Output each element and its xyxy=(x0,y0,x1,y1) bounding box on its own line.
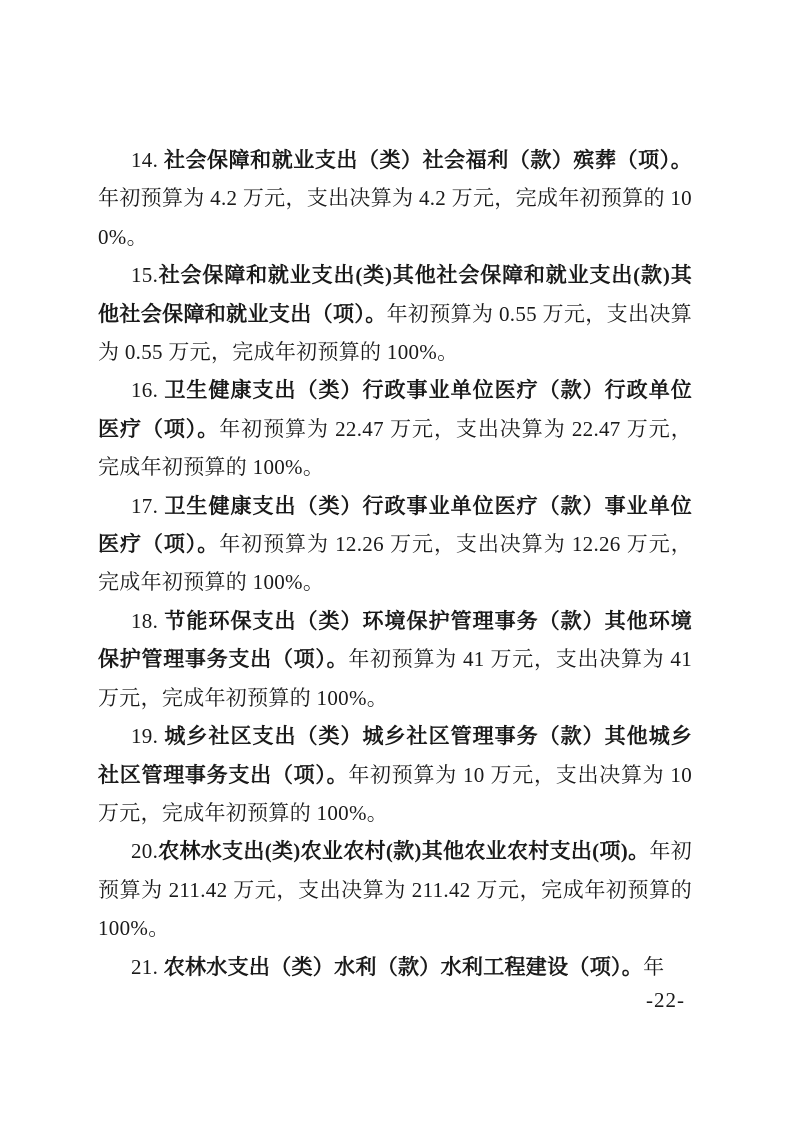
item-number: 18. xyxy=(131,608,165,633)
budget-item-15 xyxy=(98,256,692,371)
item-number: 14. xyxy=(131,148,164,172)
item-body: 年初预算为 10 万元，支出决算为 10 万元，完成年初预算的 100%。 xyxy=(98,762,692,825)
item-body: 年初预算为 41 万元，支出决算为 41 万元，完成年初预算的 100%。 xyxy=(98,647,692,710)
item-heading: 城乡社区支出（类）城乡社区管理事务（款）其他城乡社区管理事务支出（项）。 xyxy=(98,724,693,787)
item-number: 17. xyxy=(131,493,165,518)
item-heading: 农林水支出（类）水利（款）水利工程建设（项）。 xyxy=(163,954,644,979)
item-body: 年初预算为 12.26 万元，支出决算为 12.26 万元，完成年初预算的 100%。 xyxy=(98,532,692,595)
page-number: -22- xyxy=(646,988,685,1012)
item-heading: 卫生健康支出（类）行政事业单位医疗（款）行政单位医疗（项）。 xyxy=(98,378,693,441)
budget-item-17 xyxy=(98,487,692,602)
item-number: 15. xyxy=(131,263,159,288)
item-heading: 社会保障和就业支出（类）社会福利（款）殡葬（项）。 xyxy=(163,148,692,172)
item-body: 年初预算为 22.47 万元，支出决算为 22.47 万元，完成年初预算的 100%。 xyxy=(98,416,692,480)
item-number: 19. xyxy=(131,724,165,749)
budget-item-18 xyxy=(98,602,692,717)
budget-item-19 xyxy=(98,717,692,832)
item-heading: 社会保障和就业支出(类)其他社会保障和就业支出(款)其他社会保障和就业支出（项）。 xyxy=(98,263,692,326)
budget-item-20 xyxy=(98,832,692,947)
item-body: 年 xyxy=(643,954,665,979)
item-body: 年初预算为 4.2 万元，支出决算为 4.2 万元，完成年初预算的 100%。 xyxy=(98,186,692,249)
item-heading: 农林水支出(类)农业农村(款)其他农业农村支出(项)。 xyxy=(158,839,650,864)
budget-item-14 xyxy=(98,141,692,256)
item-number: 16. xyxy=(131,378,165,403)
page-content xyxy=(98,141,692,986)
item-body: 年初预算为 0.55 万元，支出决算为 0.55 万元，完成年初预算的 100%。 xyxy=(98,301,693,365)
budget-item-21 xyxy=(98,948,692,986)
item-number: 20. xyxy=(131,839,159,864)
item-body: 年初预算为 211.42 万元，支出决算为 211.42 万元，完成年初预算的 100%。 xyxy=(98,839,692,941)
item-number: 21. xyxy=(131,954,164,979)
item-heading: 卫生健康支出（类）行政事业单位医疗（款）事业单位医疗（项）。 xyxy=(98,493,693,557)
item-heading: 节能环保支出（类）环境保护管理事务（款）其他环境保护管理事务支出（项）。 xyxy=(98,608,693,672)
budget-item-16 xyxy=(98,371,692,486)
